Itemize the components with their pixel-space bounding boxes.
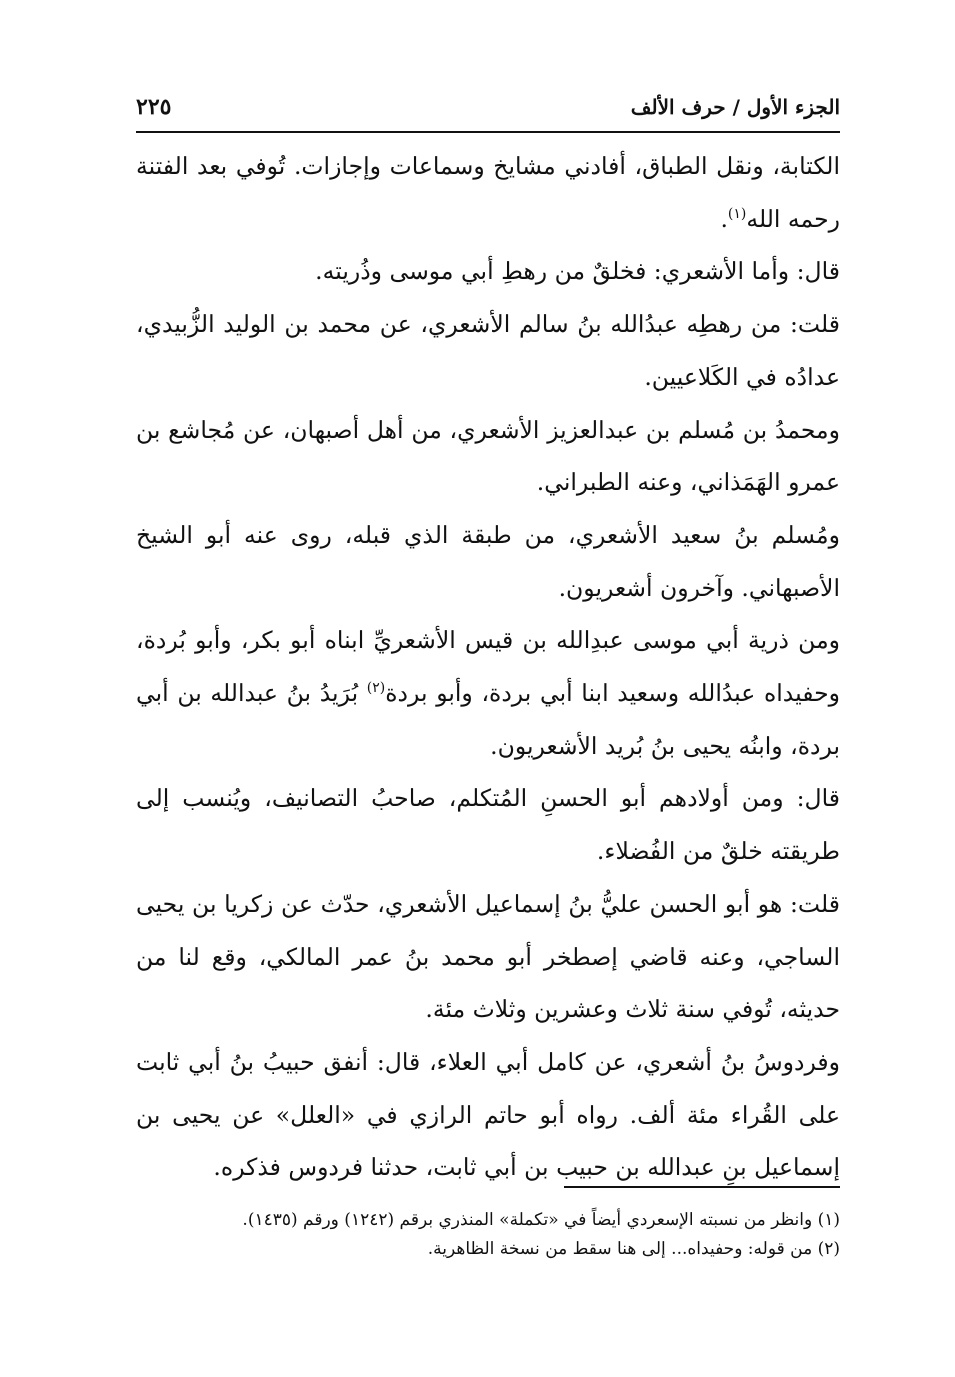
paragraph-3: قلت: من رهطِه عبدُالله بنُ سالم الأشعري، عن محمد بن الوليد الزُّبيدي، عدادُه في الكَلاعيين. xyxy=(136,310,840,391)
paragraph-1-end: . xyxy=(720,204,728,233)
paragraph-8: قلت: هو أبو الحسن عليُّ بنُ إسماعيل الأشعري، حدّث عن زكريا بن يحيى الساجي، وعنه قاضي إصطخر أبو محمد بنُ عمر المالكي، وقع لنا من حديثه، تُوفي سنة ثلاث وعشرين وثلاث مئة. xyxy=(136,889,840,1024)
paragraph-9: وفردوسُ بنُ أشعري، عن كامل أبي العلاء، قال: أنفق حبيبُ بنُ أبي ثابت على القُراء مئة ألف. رواه أبو حاتم الرازي في «العلل» عن يحيى بن إسماعيل بنِ عبدالله بن حبيب بن أبي ثابت، حدثنا فردوس فذكره. xyxy=(136,1047,840,1182)
paragraph-1-text: الكتابة، ونقل الطباق، أفادني مشايخ وسماعات وإجازات. تُوفي بعد الفتنة رحمه الله xyxy=(136,152,840,233)
paragraph-6-text-a: ومن ذرية أبي موسى عبدِالله بن قيس الأشعريِّ ابناه أبو بكر، وأبو بُردة، وحفيداه عبدُالله وسعيد ابنا أبي بردة، وأبو بردة xyxy=(136,626,840,708)
footnote-2: (٢) من قوله: وحفيداه... إلى هنا سقط من نسخة الظاهرية. xyxy=(427,1239,840,1259)
paragraph-4: ومحمدُ بن مُسلم بن عبدالعزيز الأشعري، من أهل أصبهان، عن مُجاشع بن عمرو الهَمَذاني، وعنه الطبراني. xyxy=(136,415,840,497)
paragraph-2: قال: وأما الأشعري: فخلقٌ من رهطِ أبي موسى وذُريته. xyxy=(315,257,840,286)
paragraph-7: قال: ومن أولادهم أبو الحسنِ المُتكلم، صاحبُ التصانيف، ويُنسب إلى طريقته خلقٌ من الفُضلاء. xyxy=(136,784,840,866)
page-number: ٢٢٥ xyxy=(136,94,172,120)
footnote-ref-1: (١) xyxy=(727,205,747,222)
footnotes xyxy=(136,1206,840,1264)
running-title: الجزء الأول / حرف الألف xyxy=(630,95,840,119)
header-rule xyxy=(136,131,840,133)
footnote-ref-2: (٢) xyxy=(366,680,386,697)
footnote-1: (١) وانظر من نسبته الإسعردي أيضاً في «تكملة» المنذري برقم (١٢٤٢) ورقم (١٤٣٥). xyxy=(242,1210,840,1230)
main-text xyxy=(136,140,840,1194)
page-header xyxy=(136,92,840,126)
paragraph-1 xyxy=(136,140,840,245)
footnote-separator xyxy=(564,1186,840,1188)
paragraph-6 xyxy=(136,614,840,772)
paragraph-6-text-b: بُرَيدُ بنُ عبدالله بن أبي بردة، وابنُه يحيى بنُ بُريد الأشعريون. xyxy=(136,679,840,760)
paragraph-5: ومُسلم بنُ سعيد الأشعري، من طبقة الذي قبله، روى عنه أبو الشيخ الأصبهاني. وآخرون أشعريون. xyxy=(136,520,840,602)
